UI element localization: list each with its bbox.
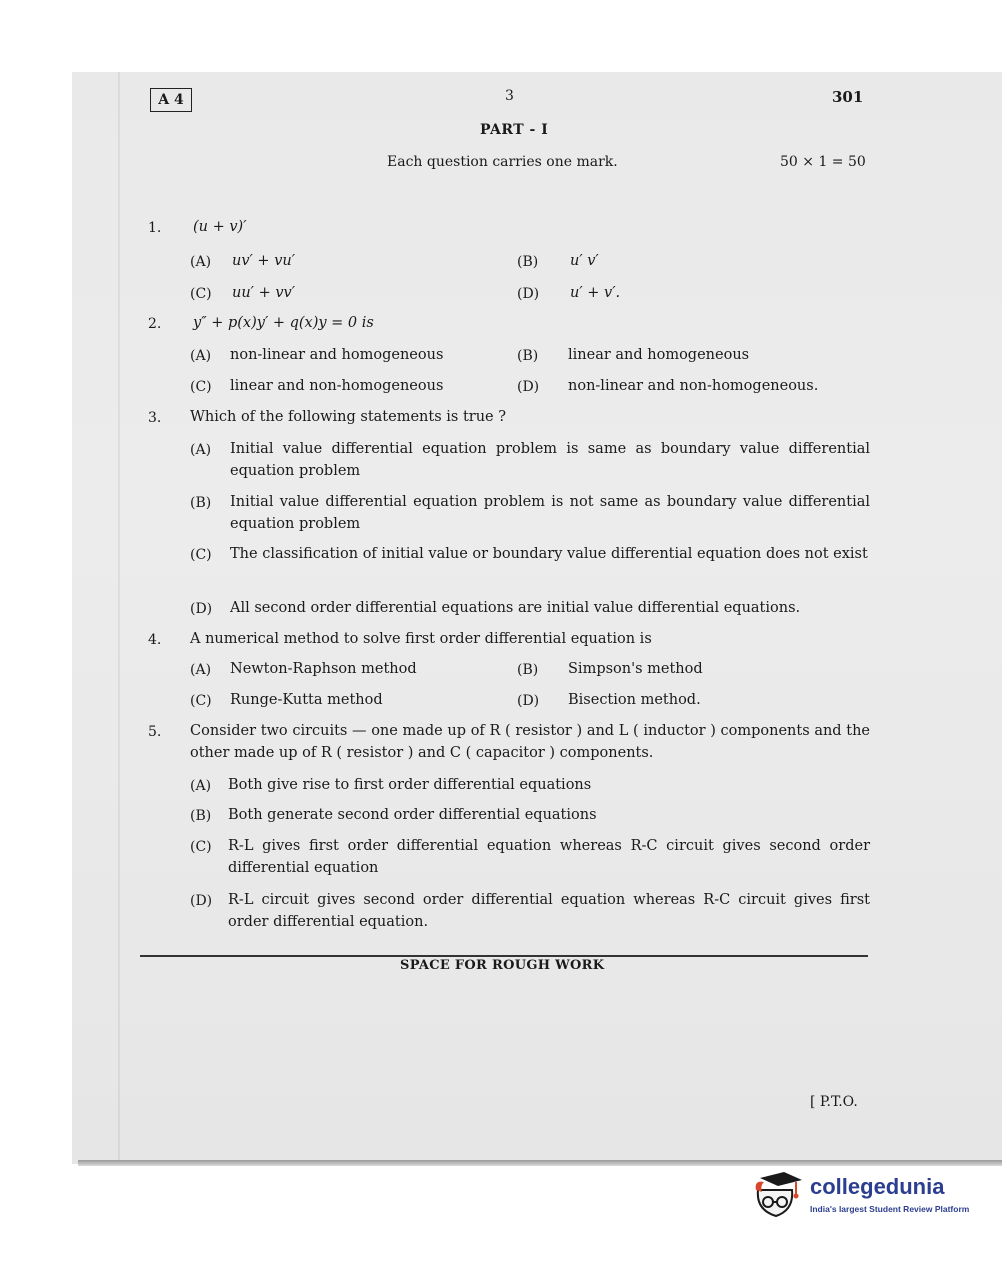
option-text: Initial value differential equation problem is same as boundary value differential equation problem <box>230 441 870 479</box>
option-text: Both generate second order differential equations <box>228 807 597 823</box>
question-number: 1. <box>148 220 162 236</box>
option-text: All second order differential equations are initial value differential equations. <box>230 600 801 616</box>
option-text: The classification of initial value or boundary value differential equation does not exist <box>230 546 868 562</box>
question-stem: A numerical method to solve first order differential equation is <box>190 631 652 647</box>
option-text: non-linear and homogeneous <box>230 347 444 363</box>
option-label: (B) <box>517 662 539 678</box>
option-text: u′ v′ <box>570 253 599 269</box>
option-label: (A) <box>190 778 212 794</box>
option-label: (B) <box>517 348 539 364</box>
option-label: (A) <box>190 348 212 364</box>
option-text: uv′ + vu′ <box>232 253 296 269</box>
instruction: Each question carries one mark. <box>387 154 618 170</box>
question-number: 3. <box>148 410 162 426</box>
option-text: Bisection method. <box>568 692 701 708</box>
question-stem: y″ + p(x)y′ + q(x)y = 0 is <box>193 315 374 331</box>
option-label: (C) <box>190 839 212 855</box>
brand-name: collegedunia <box>810 1174 945 1199</box>
option-label: (A) <box>190 442 212 458</box>
option-label: (C) <box>190 547 212 563</box>
option-label: (C) <box>190 693 212 709</box>
question-number: 2. <box>148 316 162 332</box>
question-number: 4. <box>148 632 162 648</box>
fold-line <box>118 72 120 1162</box>
divider-line <box>140 955 868 957</box>
option-text: uu′ + vv′ <box>232 285 296 301</box>
option-text: Runge-Kutta method <box>230 692 383 708</box>
option-label: (C) <box>190 286 212 302</box>
option-label: (A) <box>190 254 212 270</box>
question-stem: Consider two circuits — one made up of R ( resistor ) and L ( inductor ) components and the other made up of R ( resistor ) and C ( capacitor ) components. <box>190 723 870 761</box>
marks-scheme: 50 × 1 = 50 <box>780 154 866 170</box>
option-label: (B) <box>517 254 539 270</box>
option-text: Both give rise to first order differential equations <box>228 777 592 793</box>
pto-label: [ P.T.O. <box>810 1094 858 1110</box>
option-text: linear and homogeneous <box>568 347 750 363</box>
option-label: (D) <box>517 286 540 302</box>
brand-logo <box>750 1168 980 1220</box>
question-number: 5. <box>148 724 162 740</box>
option-label: (D) <box>190 601 213 617</box>
option-text: Newton-Raphson method <box>230 661 417 677</box>
part-title: PART - I <box>480 122 549 138</box>
rough-work-label: SPACE FOR ROUGH WORK <box>400 958 605 973</box>
option-text: Initial value differential equation problem is not same as boundary value differential equation problem <box>230 494 870 532</box>
option-text: linear and non-homogeneous <box>230 378 444 394</box>
option-text: Simpson's method <box>568 661 703 677</box>
option-label: (D) <box>517 379 540 395</box>
option-text: R-L circuit gives second order differential equation whereas R-C circuit gives first order differential equation. <box>228 892 870 930</box>
page-number: 3 <box>505 88 514 104</box>
option-label: (B) <box>190 808 212 824</box>
option-text: non-linear and non-homogeneous. <box>568 378 819 394</box>
option-label: (B) <box>190 495 212 511</box>
option-label: (D) <box>517 693 540 709</box>
question-stem: Which of the following statements is true ? <box>190 409 507 425</box>
option-text: u′ + v′. <box>570 285 621 301</box>
option-label: (C) <box>190 379 212 395</box>
booklet-code: A 4 <box>150 88 192 112</box>
mascot-icon <box>750 1172 802 1218</box>
paper-code: 301 <box>832 88 864 106</box>
option-text: R-L gives first order differential equation whereas R-C circuit gives second order differential equation <box>228 838 870 876</box>
sheet-edge <box>78 1160 1002 1166</box>
option-label: (A) <box>190 662 212 678</box>
brand-tagline: India's largest Student Review Platform <box>810 1204 970 1214</box>
question-stem: (u + v)′ <box>193 219 247 235</box>
option-label: (D) <box>190 893 213 909</box>
